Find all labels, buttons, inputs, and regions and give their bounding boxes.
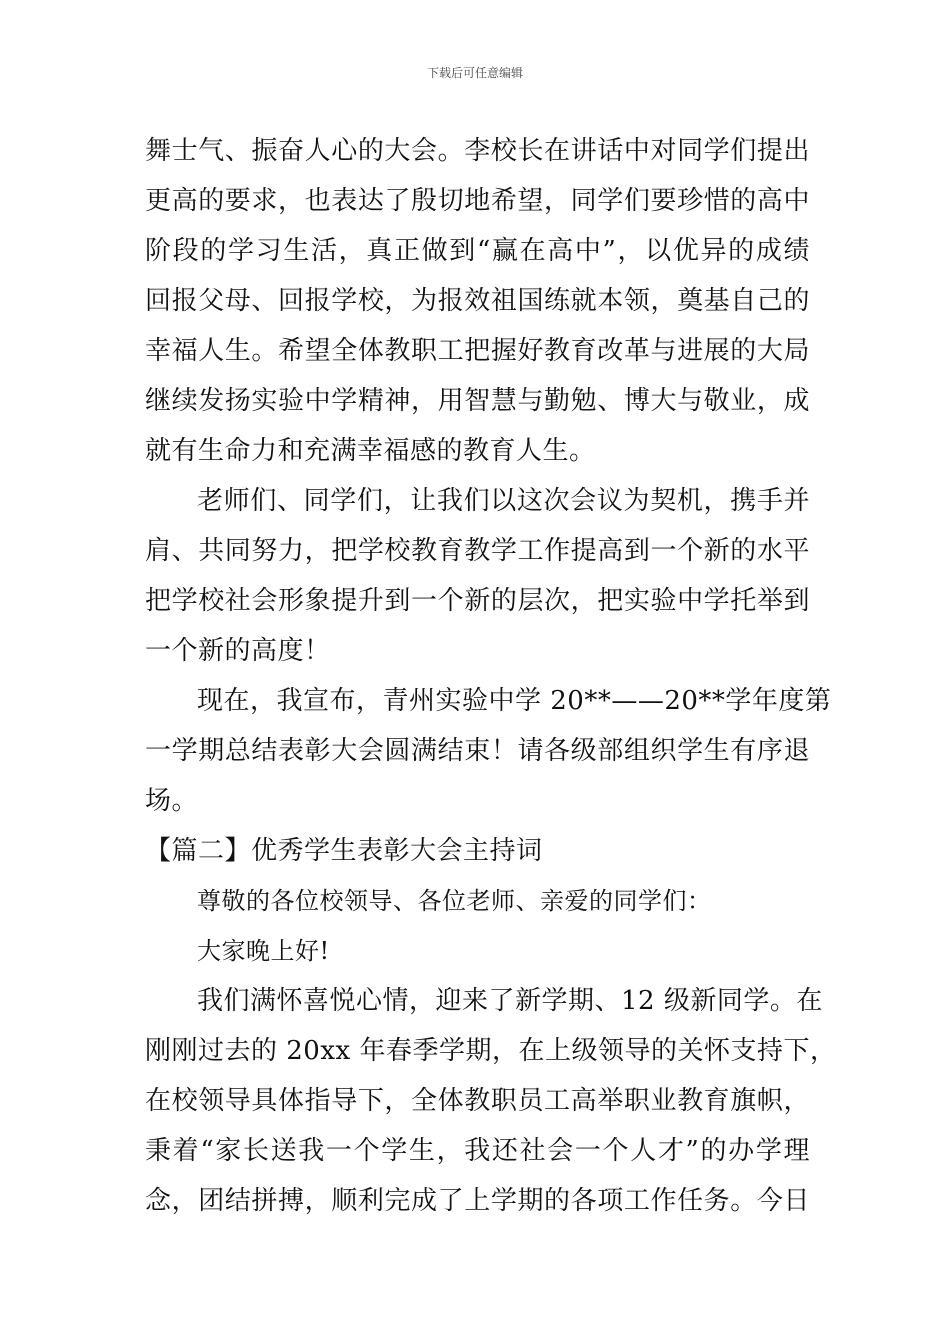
text-line: 一个新的高度！ (145, 636, 331, 666)
text-line: 场。 (145, 786, 199, 816)
text-line: 更高的要求，也表达了殷切地希望，同学们要珍惜的高中 (145, 186, 810, 216)
text-line: 就有生命力和充满幸福感的教育人生。 (145, 436, 596, 466)
paragraph-start: 我们满怀喜悦心情，迎来了新学期、12 级新同学。在 (197, 986, 823, 1016)
text-line: 秉着“家长送我一个学生，我还社会一个人才”的办学理 (145, 1136, 810, 1166)
text-line: 舞士气、振奋人心的大会。李校长在讲话中对同学们提出 (145, 136, 810, 166)
section-heading: 【篇二】优秀学生表彰大会主持词 (145, 836, 543, 866)
text-line: 幸福人生。希望全体教职工把握好教育改革与进展的大局 (145, 336, 810, 366)
paragraph-start: 老师们、同学们，让我们以这次会议为契机，携手并 (197, 486, 810, 516)
document-body (145, 126, 837, 1226)
greeting: 大家晚上好! (197, 937, 330, 965)
text-line: 阶段的学习生活，真正做到“赢在高中”，以优异的成绩 (145, 236, 810, 266)
text-line: 继续发扬实验中学精神，用智慧与勤勉、博大与敬业，成 (145, 386, 810, 416)
salutation: 尊敬的各位校领导、各位老师、亲爱的同学们： (197, 887, 712, 915)
page-header: 下载后可任意编辑 (426, 66, 523, 80)
paragraph-start: 现在，我宣布，青州实验中学 20**——20**学年度第 (197, 686, 832, 716)
text-line: 把学校社会形象提升到一个新的层次，把实验中学托举到 (145, 586, 810, 616)
text-line: 肩、共同努力，把学校教育教学工作提高到一个新的水平 (145, 536, 810, 566)
text-line: 刚刚过去的 20xx 年春季学期，在上级领导的关怀支持下， (145, 1036, 837, 1066)
text-line: 念，团结拼搏，顺利完成了上学期的各项工作任务。今日 (145, 1186, 810, 1216)
text-line: 回报父母、回报学校，为报效祖国练就本领，奠基自己的 (145, 286, 810, 316)
text-line: 在校领导具体指导下，全体教职员工高举职业教育旗帜， (145, 1086, 810, 1116)
text-line: 一学期总结表彰大会圆满结束！请各级部组织学生有序退 (145, 736, 810, 766)
